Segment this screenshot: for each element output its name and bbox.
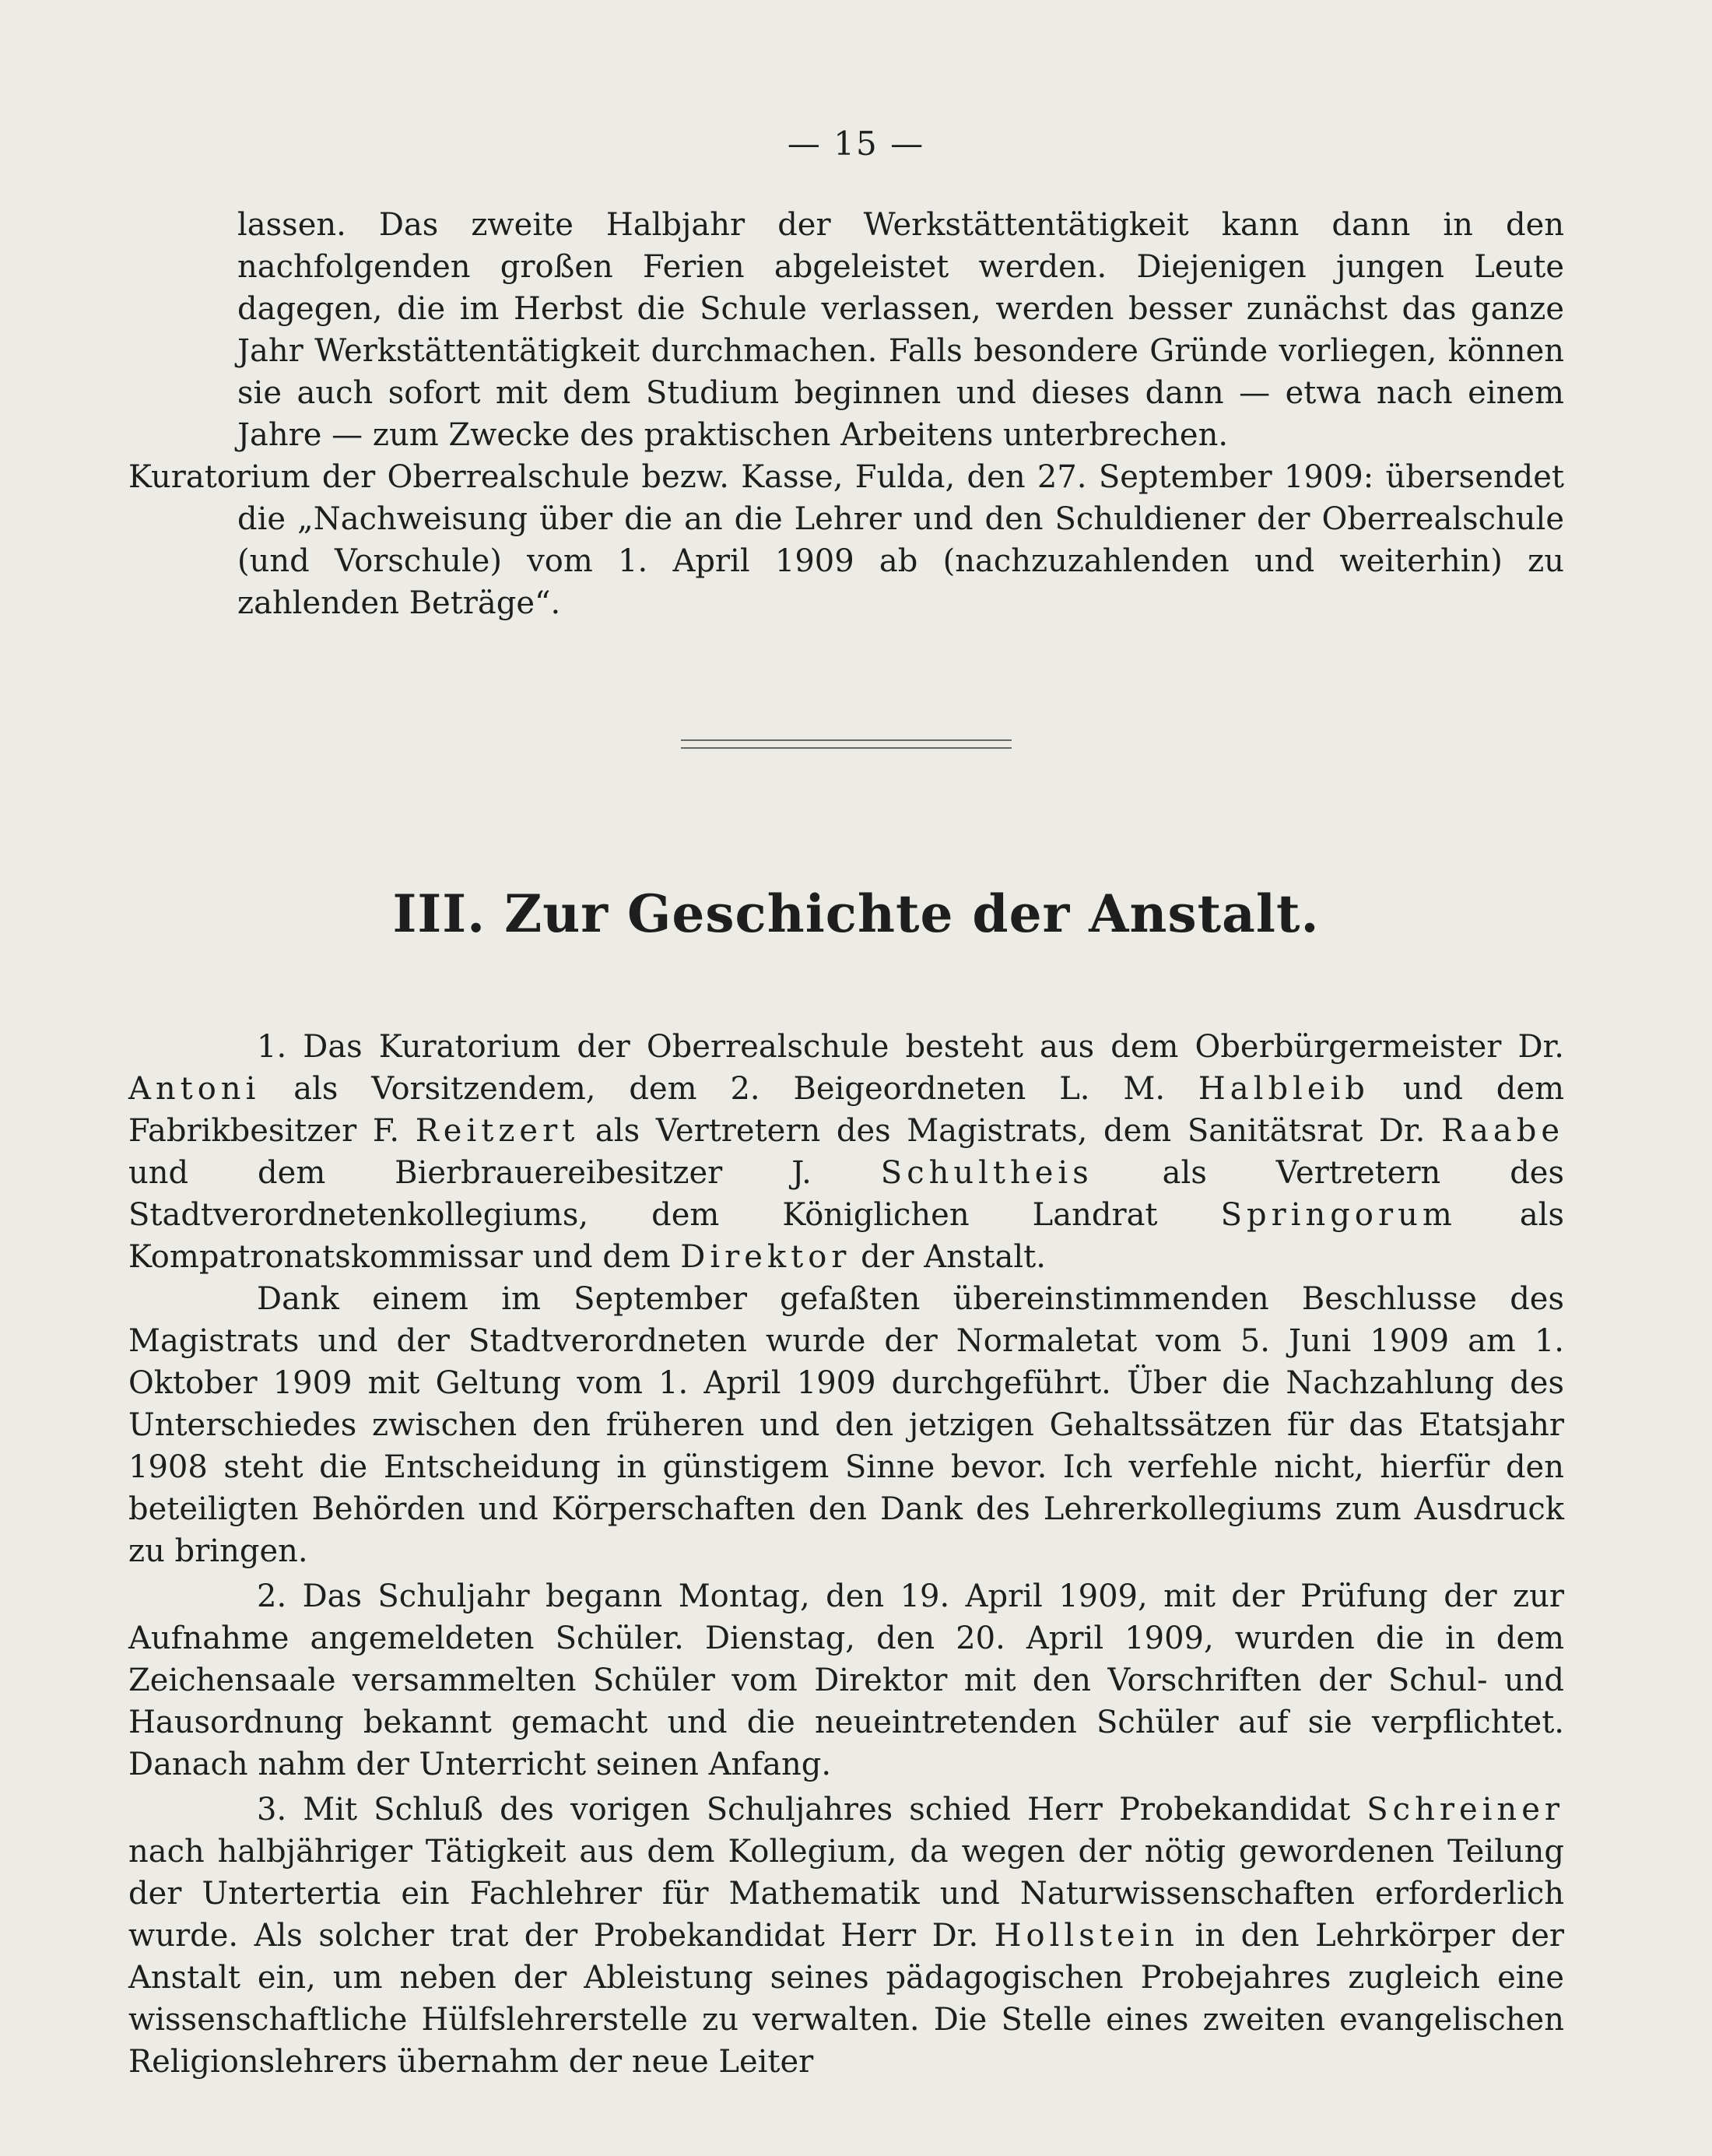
paragraph-4: [128, 1789, 1564, 2083]
p1-text: und dem Fabrikbesitzer F.: [128, 1071, 1564, 1149]
person-name: Springorum: [1220, 1197, 1457, 1233]
person-name: Raabe: [1440, 1113, 1564, 1149]
p1-text: als Vertretern des Stadtverordnetenkollegiums, dem Königlichen Landrat: [128, 1155, 1565, 1233]
paragraph-1: [128, 1026, 1564, 1278]
person-name: Antoni: [128, 1071, 261, 1107]
page-number: — 15 —: [787, 125, 925, 163]
p1-text: und dem Bierbrauereibesitzer J.: [128, 1155, 881, 1191]
decree-text: übersendet die „Nachweisung über die an die Lehrer und den Schuldiener der Oberrealschule (und Vorschule) vom 1. April 1909 ab (nachzuzahlenden und weiterhin) zu zahlenden Beträge“.: [237, 459, 1564, 621]
decree-lead: Kuratorium der Oberrealschule bezw. Kasse, Fulda, den 27. September 1909:: [128, 459, 1374, 495]
p1-text: 1. Das Kuratorium der Oberrealschule besteht aus dem Oberbürgermeister Dr.: [257, 1029, 1564, 1065]
p1-text: als Vorsitzendem, dem 2. Beigeordneten L. M.: [260, 1071, 1198, 1107]
person-name: Schultheis: [880, 1155, 1093, 1191]
p4-text: in den Lehrkörper der Anstalt ein, um neben der Ableistung seines pädagogischen Probejahres zugleich eine wissenschaftliche Hülfslehrerstelle zu verwalten. Die Stelle eines zweiten evangelischen Religionslehrers übernahm der neue Leiter: [128, 1918, 1565, 2080]
p4-text: 3. Mit Schluß des vorigen Schuljahres schied Herr Probekandidat: [257, 1792, 1367, 1828]
continued-paragraph: [128, 204, 1564, 456]
top-section: [128, 204, 1564, 624]
continued-text: lassen. Das zweite Halbjahr der Werkstättentätigkeit kann dann in den nachfolgenden großen Ferien abgeleistet werden. Diejenigen jungen Leute dagegen, die im Herbst die Schule verlassen, werden besser zunächst das ganze Jahr Werkstättentätigkeit durchmachen. Falls besondere Gründe vorliegen, können sie auch sofort mit dem Studium beginnen und dieses dann — etwa nach einem Jahre — zum Zwecke des praktischen Arbeitens unterbrechen.: [237, 207, 1564, 453]
p1-text: als Kompatronatskommissar und dem: [128, 1197, 1564, 1275]
paragraph-3: 2. Das Schuljahr begann Montag, den 19. April 1909, mit der Prüfung der zur Aufnahme angemeldeten Schüler. Dienstag, den 20. April 1909, wurden die in dem Zeichensaale versammelten Schüler vom Direktor mit den Vorschriften der Schul- und Hausordnung bekannt gemacht und die neueintretenden Schüler auf sie verpflichtet. Danach nahm der Unterricht seinen Anfang.: [128, 1578, 1564, 1782]
section-heading: III. Zur Geschichte der Anstalt.: [392, 883, 1320, 944]
person-name: Halbleib: [1198, 1071, 1370, 1107]
paragraph-2: Dank einem im September gefaßten übereinstimmenden Beschlusse des Magistrats und der Stadtverordneten wurde der Normaletat vom 5. Juni 1909 am 1. Oktober 1909 mit Geltung vom 1. April 1909 durchgeführt. Über die Nachzahlung des Unterschiedes zwischen den früheren und den jetzigen Gehaltssätzen für das Etatsjahr 1908 steht die Entscheidung in günstigem Sinne bevor. Ich verfehle nicht, hierfür den beteiligten Behörden und Körperschaften den Dank des Lehrerkollegiums zum Ausdruck zu bringen.: [128, 1281, 1564, 1569]
p4-text: nach halbjähriger Tätigkeit aus dem Kollegium, da wegen der nötig gewordenen Teilung der Untertertia ein Fachlehrer für Mathematik und Naturwissenschaften erforderlich wurde. Als solcher trat der Probekandidat Herr Dr.: [128, 1834, 1564, 1954]
body-section: [128, 1026, 1564, 2083]
person-name: Direktor: [680, 1239, 851, 1275]
person-name: Reitzert: [415, 1113, 580, 1149]
person-name: Schreiner: [1366, 1792, 1564, 1828]
person-name: Hollstein: [994, 1918, 1180, 1954]
p1-text: als Vertretern des Magistrats, dem Sanitätsrat Dr.: [579, 1113, 1441, 1149]
decree-paragraph: [128, 456, 1564, 624]
p1-text: der Anstalt.: [851, 1239, 1046, 1275]
section-divider: [681, 739, 1012, 749]
